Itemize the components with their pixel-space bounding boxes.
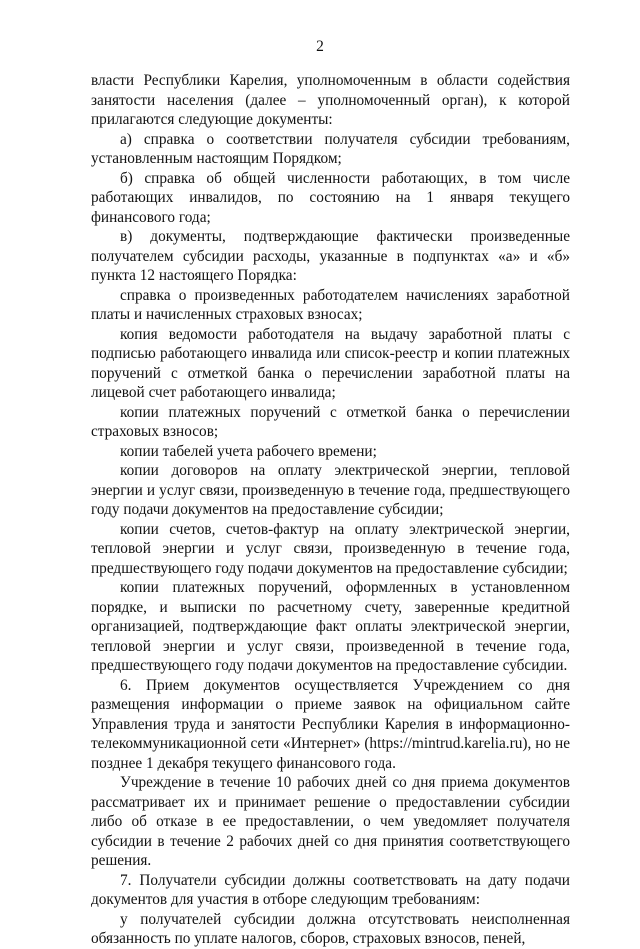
paragraph: копии табелей учета рабочего времени; [120, 442, 377, 460]
paragraph: копии счетов, счетов-фактур на оплату электрической энергии, тепловой энергии и услуг связи, произведенную в течение года, предшествующего году подачи документов на предоставление субсидии; [91, 520, 570, 577]
paragraph: копия ведомости работодателя на выдачу заработной платы с подписью работающего инвалида или список-реестр и копии платежных поручений с отметкой банка о перечислении заработной платы на лицевой счет работающего инвалида; [91, 325, 570, 401]
paragraph: в) документы, подтверждающие фактически произведенные получателем субсидии расходы, указанные в подпунктах «а» и «б» пункта 12 настоящего Порядка: [91, 228, 570, 284]
paragraph: справка о произведенных работодателем начислениях заработной платы и начисленных страховых взносах; [91, 286, 570, 323]
paragraph: 7. Получатели субсидии должны соответствовать на дату подачи документов для участия в отборе следующим требованиям: [91, 871, 570, 908]
paragraph: а) справка о соответствии получателя субсидии требованиям, установленным настоящим Порядком; [91, 130, 570, 167]
paragraph: 6. Прием документов осуществляется Учреждением со дня размещения информации о приеме заявок на официальном сайте Управления труда и занятости Республики Карелия в информационно-телекоммуникационной сети «Интернет» (https://mintrud.karelia.ru), но не позднее 1 декабря текущего финансового года. [91, 676, 570, 772]
paragraph: б) справка об общей численности работающих, в том числе работающих инвалидов, по состоянию на 1 января текущего финансового года; [91, 169, 570, 226]
document-body [91, 71, 570, 949]
paragraph: копии платежных поручений, оформленных в установленном порядке, и выписки по расчетному счету, заверенные кредитной организацией, подтверждающие факт оплаты электрической энергии, тепловой энергии и услуг связи, произведенной в течение года, предшествующего году подачи документов на предоставление субсидии. [91, 579, 570, 674]
paragraph: копии договоров на оплату электрической энергии, тепловой энергии и услуг связи, произведенную в течение года, предшествующего году подачи документов на предоставление субсидии; [91, 462, 570, 518]
paragraph: власти Республики Карелия, уполномоченным в области содействия занятости населения (далее – уполномоченный орган), к которой прилагаются следующие документы: [91, 72, 570, 128]
paragraph: Учреждение в течение 10 рабочих дней со дня приема документов рассматривает их и принимает решение о предоставлении субсидии либо об отказе в ее предоставлении, о чем уведомляет получателя субсидии в течение 2 рабочих дней со дня принятия соответствующего решения. [91, 774, 570, 869]
page-number: 2 [316, 38, 324, 55]
paragraph: копии платежных поручений с отметкой банка о перечислении страховых взносов; [91, 403, 570, 440]
paragraph: у получателей субсидии должна отсутствовать неисполненная обязанность по уплате налогов, сборов, страховых взносов, пеней, [91, 910, 570, 947]
